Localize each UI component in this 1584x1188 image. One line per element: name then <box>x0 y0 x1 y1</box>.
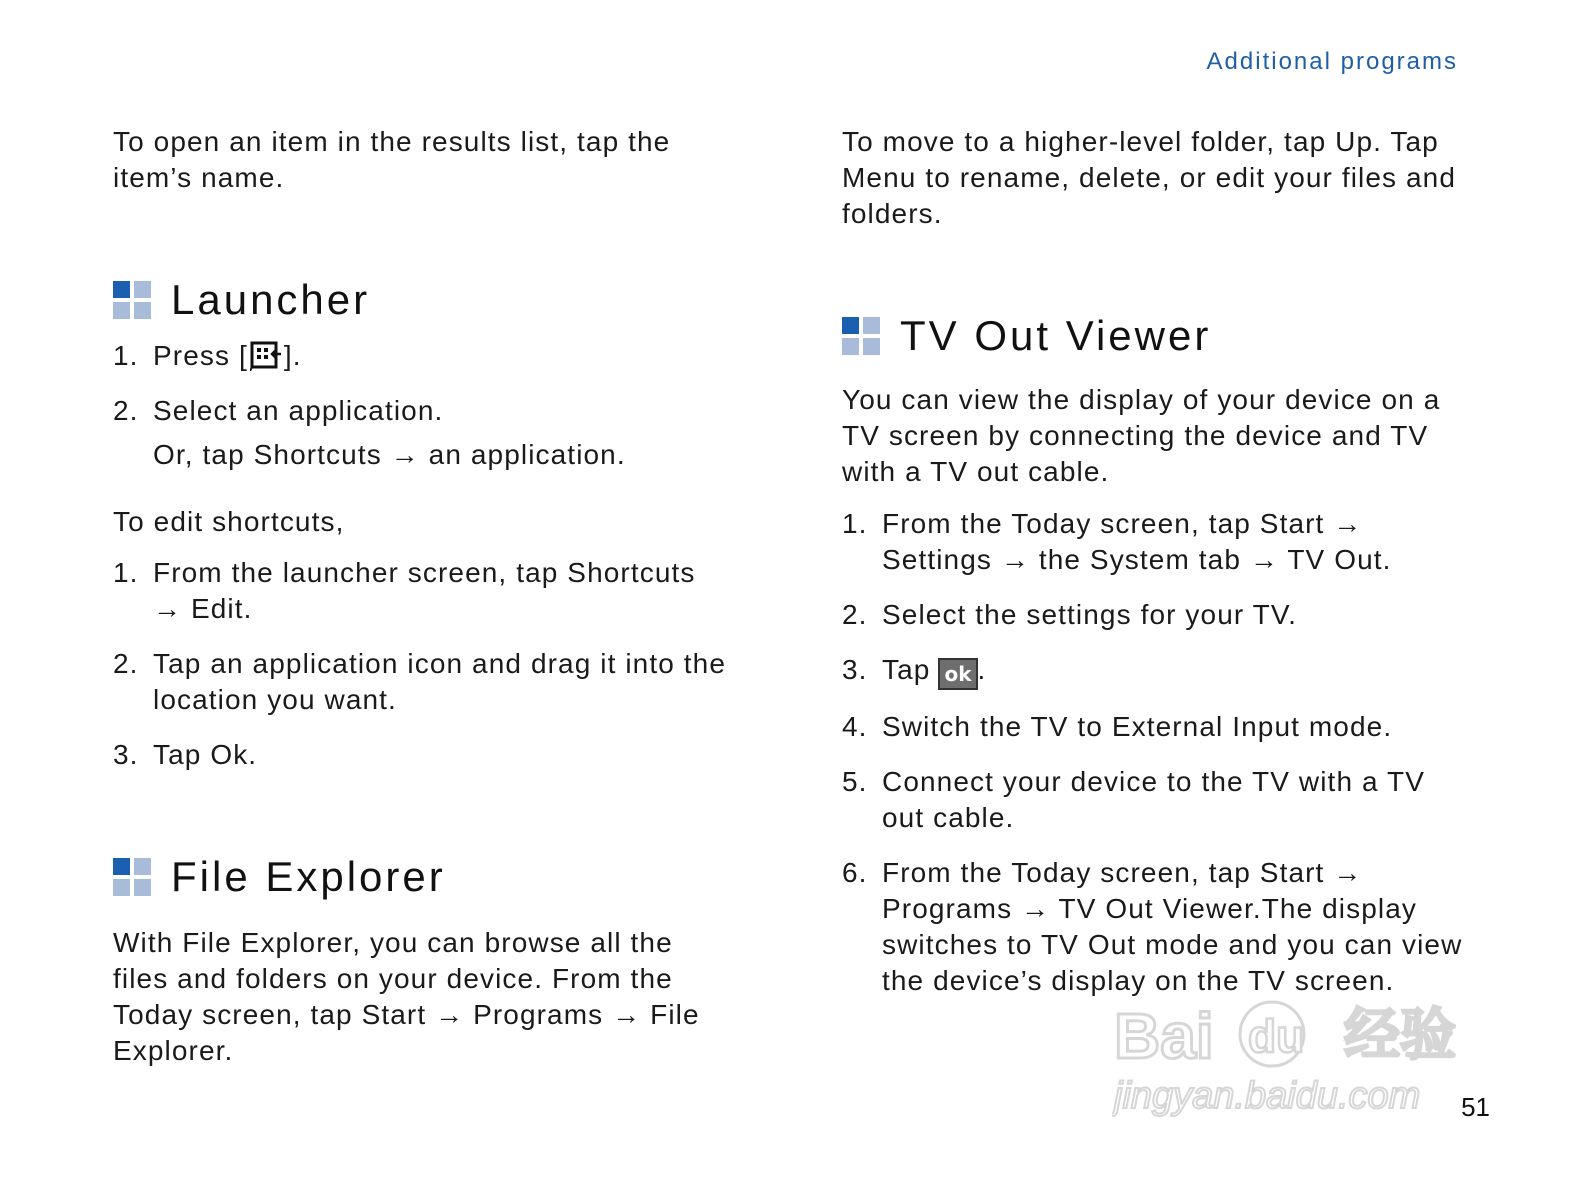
launcher-heading <box>113 276 753 324</box>
list-item <box>113 737 753 773</box>
step-number: 3. <box>842 654 868 685</box>
section-squares-icon <box>113 858 151 896</box>
list-item <box>113 393 753 429</box>
page-number: 51 <box>1461 1092 1490 1122</box>
launcher-steps <box>113 338 753 429</box>
watermark-brand: Bai <box>1114 1000 1214 1072</box>
step-number: 2. <box>842 599 868 630</box>
step-number: 1. <box>842 508 868 539</box>
step-text: Tap Ok. <box>153 739 258 770</box>
list-item <box>113 555 753 627</box>
tv-out-viewer-heading <box>842 312 1482 360</box>
list-item <box>113 338 753 374</box>
step-text: Switch the TV to External Input mode. <box>882 711 1393 742</box>
watermark-brand-du: du <box>1248 1010 1305 1062</box>
step-text-suffix: . <box>977 654 987 685</box>
list-item <box>842 652 1482 690</box>
list-item <box>842 764 1482 836</box>
step-sub-text: Or, tap Shortcuts → an application. <box>153 439 626 470</box>
list-item <box>842 597 1482 633</box>
edit-shortcuts-steps <box>113 555 753 773</box>
step-text-prefix: Tap <box>882 654 931 685</box>
edit-shortcuts-intro: To edit shortcuts, <box>113 506 345 537</box>
step-number: 1. <box>113 340 139 371</box>
file-explorer-heading <box>113 853 753 901</box>
step-text: From the Today screen, tap Start → Settings → the System tab → TV Out. <box>882 508 1392 575</box>
watermark-cn: 经验 <box>1344 1003 1456 1068</box>
step-number: 6. <box>842 857 868 888</box>
step-number: 5. <box>842 766 868 797</box>
file-explorer-paragraph: With File Explorer, you can browse all the files and folders on your device. From the Today screen, tap Start → Programs → File Explorer. <box>113 927 700 1066</box>
tv-out-steps <box>842 506 1482 999</box>
running-header: Additional programs <box>1206 48 1458 75</box>
step-number: 3. <box>113 739 139 770</box>
step-number: 4. <box>842 711 868 742</box>
step-text: From the launcher screen, tap Shortcuts → Edit. <box>153 557 696 624</box>
baidu-watermark-logo <box>1112 990 1472 1120</box>
watermark-url: jingyan.baidu.com <box>1114 1075 1421 1117</box>
step-text: Tap an application icon and drag it into the location you want. <box>153 648 726 715</box>
section-squares-icon <box>113 281 151 319</box>
step-number: 1. <box>113 557 139 588</box>
list-item <box>113 646 753 718</box>
step-text: From the Today screen, tap Start → Programs → TV Out Viewer.The display switches to TV Out mode and you can view the device’s display on the TV screen. <box>882 857 1463 996</box>
step-text <box>882 652 986 690</box>
launcher-title: Launcher <box>171 276 371 323</box>
step-text <box>153 338 302 374</box>
left-column <box>113 124 753 1069</box>
right-column <box>842 124 1482 999</box>
ok-button-icon: ok <box>938 658 977 690</box>
step-text-suffix: ]. <box>283 340 302 371</box>
step-text: Connect your device to the TV with a TV out cable. <box>882 766 1426 833</box>
step-number: 2. <box>113 395 139 426</box>
launcher-key-icon <box>250 341 282 371</box>
results-list-paragraph: To open an item in the results list, tap the item’s name. <box>113 126 671 193</box>
higher-level-folder-paragraph: To move to a higher-level folder, tap Up. Tap Menu to rename, delete, or edit your files and folders. <box>842 126 1457 229</box>
step-text-prefix: Press [ <box>153 340 248 371</box>
file-explorer-title: File Explorer <box>171 853 446 900</box>
tv-out-paragraph: You can view the display of your device on a TV screen by connecting the device and TV with a TV out cable. <box>842 384 1441 487</box>
tv-out-viewer-title: TV Out Viewer <box>900 312 1212 359</box>
list-item <box>842 506 1482 578</box>
step-text: Select an application. <box>153 395 444 426</box>
section-squares-icon <box>842 317 880 355</box>
step-number: 2. <box>113 648 139 679</box>
step-text: Select the settings for your TV. <box>882 599 1297 630</box>
list-item <box>842 855 1482 999</box>
list-item <box>842 709 1482 745</box>
